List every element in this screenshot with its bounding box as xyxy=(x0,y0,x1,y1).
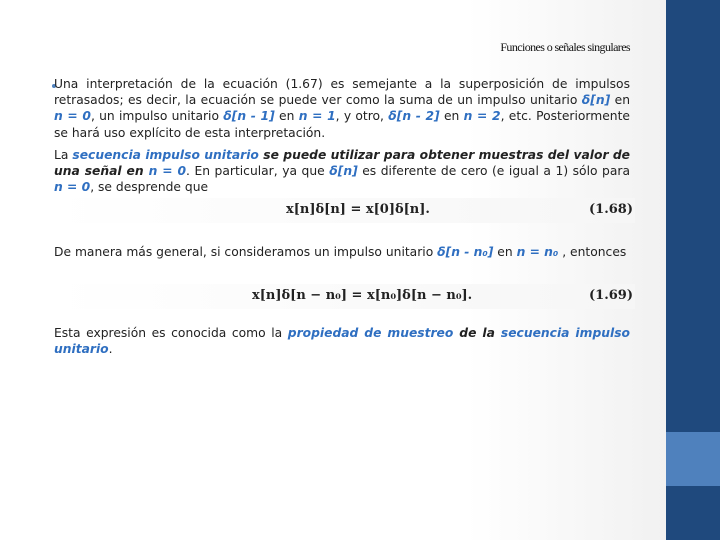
text: , un impulso unitario xyxy=(90,109,224,124)
text: La xyxy=(54,148,73,162)
bold-text: se puede utilizar para obtener muestras del valor de una señal en xyxy=(54,148,631,179)
equation-1-68 xyxy=(54,198,635,223)
math-term: n = 0 xyxy=(148,164,186,179)
paragraph-interpretation xyxy=(54,76,630,141)
paragraph-general xyxy=(54,244,630,260)
math-term: δ[n] xyxy=(329,164,358,179)
paragraph-sampling xyxy=(54,147,630,196)
text: es diferente de cero (e igual a 1) sólo para xyxy=(357,164,630,179)
text: , etc. Posteriormente se hará uso explícito de esta interpretación. xyxy=(54,109,630,140)
math-term: n = 0 xyxy=(54,180,91,195)
text: . xyxy=(108,342,113,357)
text: en xyxy=(610,93,630,108)
math-term: n = 2 xyxy=(463,109,501,124)
text: Esta expresión es conocida como la xyxy=(54,326,288,340)
math-term: δ[n] xyxy=(581,93,611,108)
paragraph-conclusion xyxy=(54,325,630,357)
text: , y otro, xyxy=(335,109,389,124)
text: en xyxy=(274,109,299,124)
math-term: n = 1 xyxy=(298,109,336,124)
equation-formula: x[n]δ[n − n₀] = x[n₀]δ[n − n₀]. xyxy=(252,288,473,303)
text: Una interpretación de la ecuación (1.67) es semejante a la superposición de impulsos retrasados; es decir, la ecuación se puede ver como la suma de un impulso unitario xyxy=(54,77,630,108)
text: . En particular, ya que xyxy=(186,164,330,179)
highlight-term: secuencia impulso unitario xyxy=(54,326,630,357)
text: en xyxy=(439,109,464,124)
text: , se desprende que xyxy=(90,180,209,195)
sidebar-accent-block xyxy=(666,432,720,486)
slide-title: Funciones o señales singulares xyxy=(500,40,630,54)
equation-number: (1.69) xyxy=(589,288,633,303)
text: , entonces xyxy=(558,245,627,259)
math-term: δ[n - 1] xyxy=(223,109,275,124)
equation-1-69 xyxy=(54,284,635,309)
math-term: n = n₀ xyxy=(516,245,559,259)
text: en xyxy=(493,245,517,259)
math-term: n = 0 xyxy=(54,109,91,124)
equation-number: (1.68) xyxy=(589,202,633,217)
equation-formula: x[n]δ[n] = x[0]δ[n]. xyxy=(286,202,430,217)
highlight-term: propiedad de muestreo xyxy=(287,326,454,340)
math-term: δ[n - n₀] xyxy=(437,245,494,259)
highlight-term: secuencia impulso unitario xyxy=(72,148,259,162)
text: De manera más general, si consideramos un impulso unitario xyxy=(54,245,438,259)
bold-text: de la xyxy=(453,326,501,340)
math-term: δ[n - 2] xyxy=(388,109,440,124)
